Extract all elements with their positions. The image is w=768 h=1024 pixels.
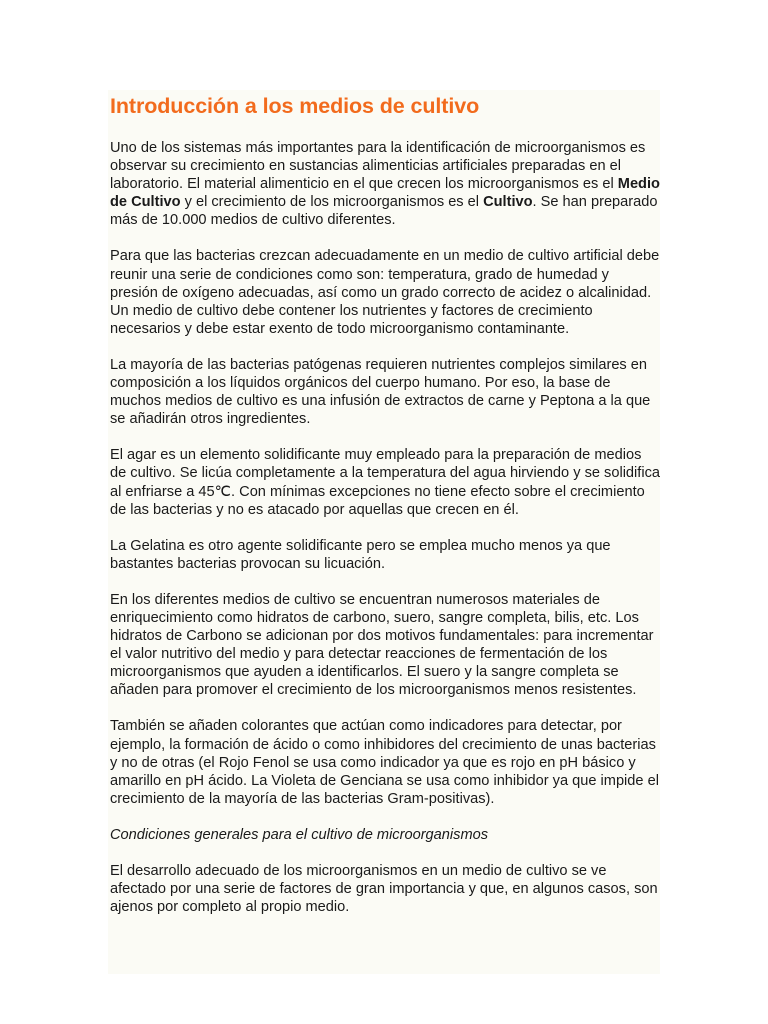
term-medio-de-cultivo: Medio de Cultivo — [110, 176, 660, 211]
paragraph-agar: El agar es un elemento solidificante muy empleado para la preparación de medios de cultivo. Se licúa completamente a la temperatura del agua hirviendo y se solidifica al enfriarse a 45℃. Con mínimas excepciones no tiene efecto sobre el crecimiento de las bacterias y no es atacado por aquellas que crecen en él. — [110, 447, 661, 518]
document-title: Introducción a los medios de cultivo — [110, 94, 480, 118]
section-subheading: Condiciones generales para el cultivo de microorganismos — [110, 826, 489, 843]
term-cultivo: Cultivo — [483, 194, 533, 211]
paragraph-gelatina: La Gelatina es otro agente solidificante pero se emplea mucho menos ya que bastantes bacterias provocan su licuación. — [110, 537, 611, 572]
paragraph-intro-text-2: y el crecimiento de los microorganismos es el — [180, 194, 484, 211]
paragraph-enrichment: En los diferentes medios de cultivo se encuentran numerosos materiales de enriquecimiento como hidratos de carbono, suero, sangre completa, bilis, etc. Los hidratos de Carbono se adicionan por dos motivos fundamentales: para incrementar el valor nutritivo del medio y para detectar reacciones de fermentación de los microorganismos que ayuden a identificarlos. El suero y la sangre completa se añaden para promover el crecimiento de los microorganismos menos resistentes. — [110, 591, 654, 699]
paragraph-dyes: También se añaden colorantes que actúan como indicadores para detectar, por ejemplo, la formación de ácido o como inhibidores del crecimiento de unas bacterias y no de otras (el Rojo Fenol se usa como indicador ya que es rojo en pH básico y amarillo en pH ácido. La Violeta de Genciana se usa como inhibidor ya que impide el crecimiento de la mayoría de las bacterias Gram-positivas). — [110, 718, 659, 807]
paragraph-intro — [110, 139, 660, 229]
paragraph-intro-text-3: . Se han preparado más de 10.000 medios de cultivo diferentes. — [110, 194, 658, 229]
paragraph-nutrients: La mayoría de las bacterias patógenas requieren nutrientes complejos similares en composición a los líquidos orgánicos del cuerpo humano. Por eso, la base de muchos medios de cultivo es una infusión de extractos de carne y Peptona a la que se añadirán otros ingredientes. — [110, 356, 651, 428]
paragraph-development: El desarrollo adecuado de los microorganismos en un medio de cultivo se ve afectado por una serie de factores de gran importancia y que, en algunos casos, son ajenos por completo al propio medio. — [110, 863, 658, 916]
paragraph-intro-text-1: Uno de los sistemas más importantes para la identificación de microorganismos es observar su crecimiento en sustancias alimenticias artificiales preparadas en el laboratorio. El material alimenticio en el que crecen los microorganismos es el — [110, 140, 646, 193]
paragraph-conditions: Para que las bacterias crezcan adecuadamente en un medio de cultivo artificial debe reunir una serie de condiciones como son: temperatura, grado de humedad y presión de oxígeno adecuadas, así como un grado correcto de acidez o alcalinidad. Un medio de cultivo debe contener los nutrientes y factores de crecimiento necesarios y debe estar exento de todo microorganismo contaminante. — [110, 248, 660, 337]
document-content — [108, 90, 660, 974]
